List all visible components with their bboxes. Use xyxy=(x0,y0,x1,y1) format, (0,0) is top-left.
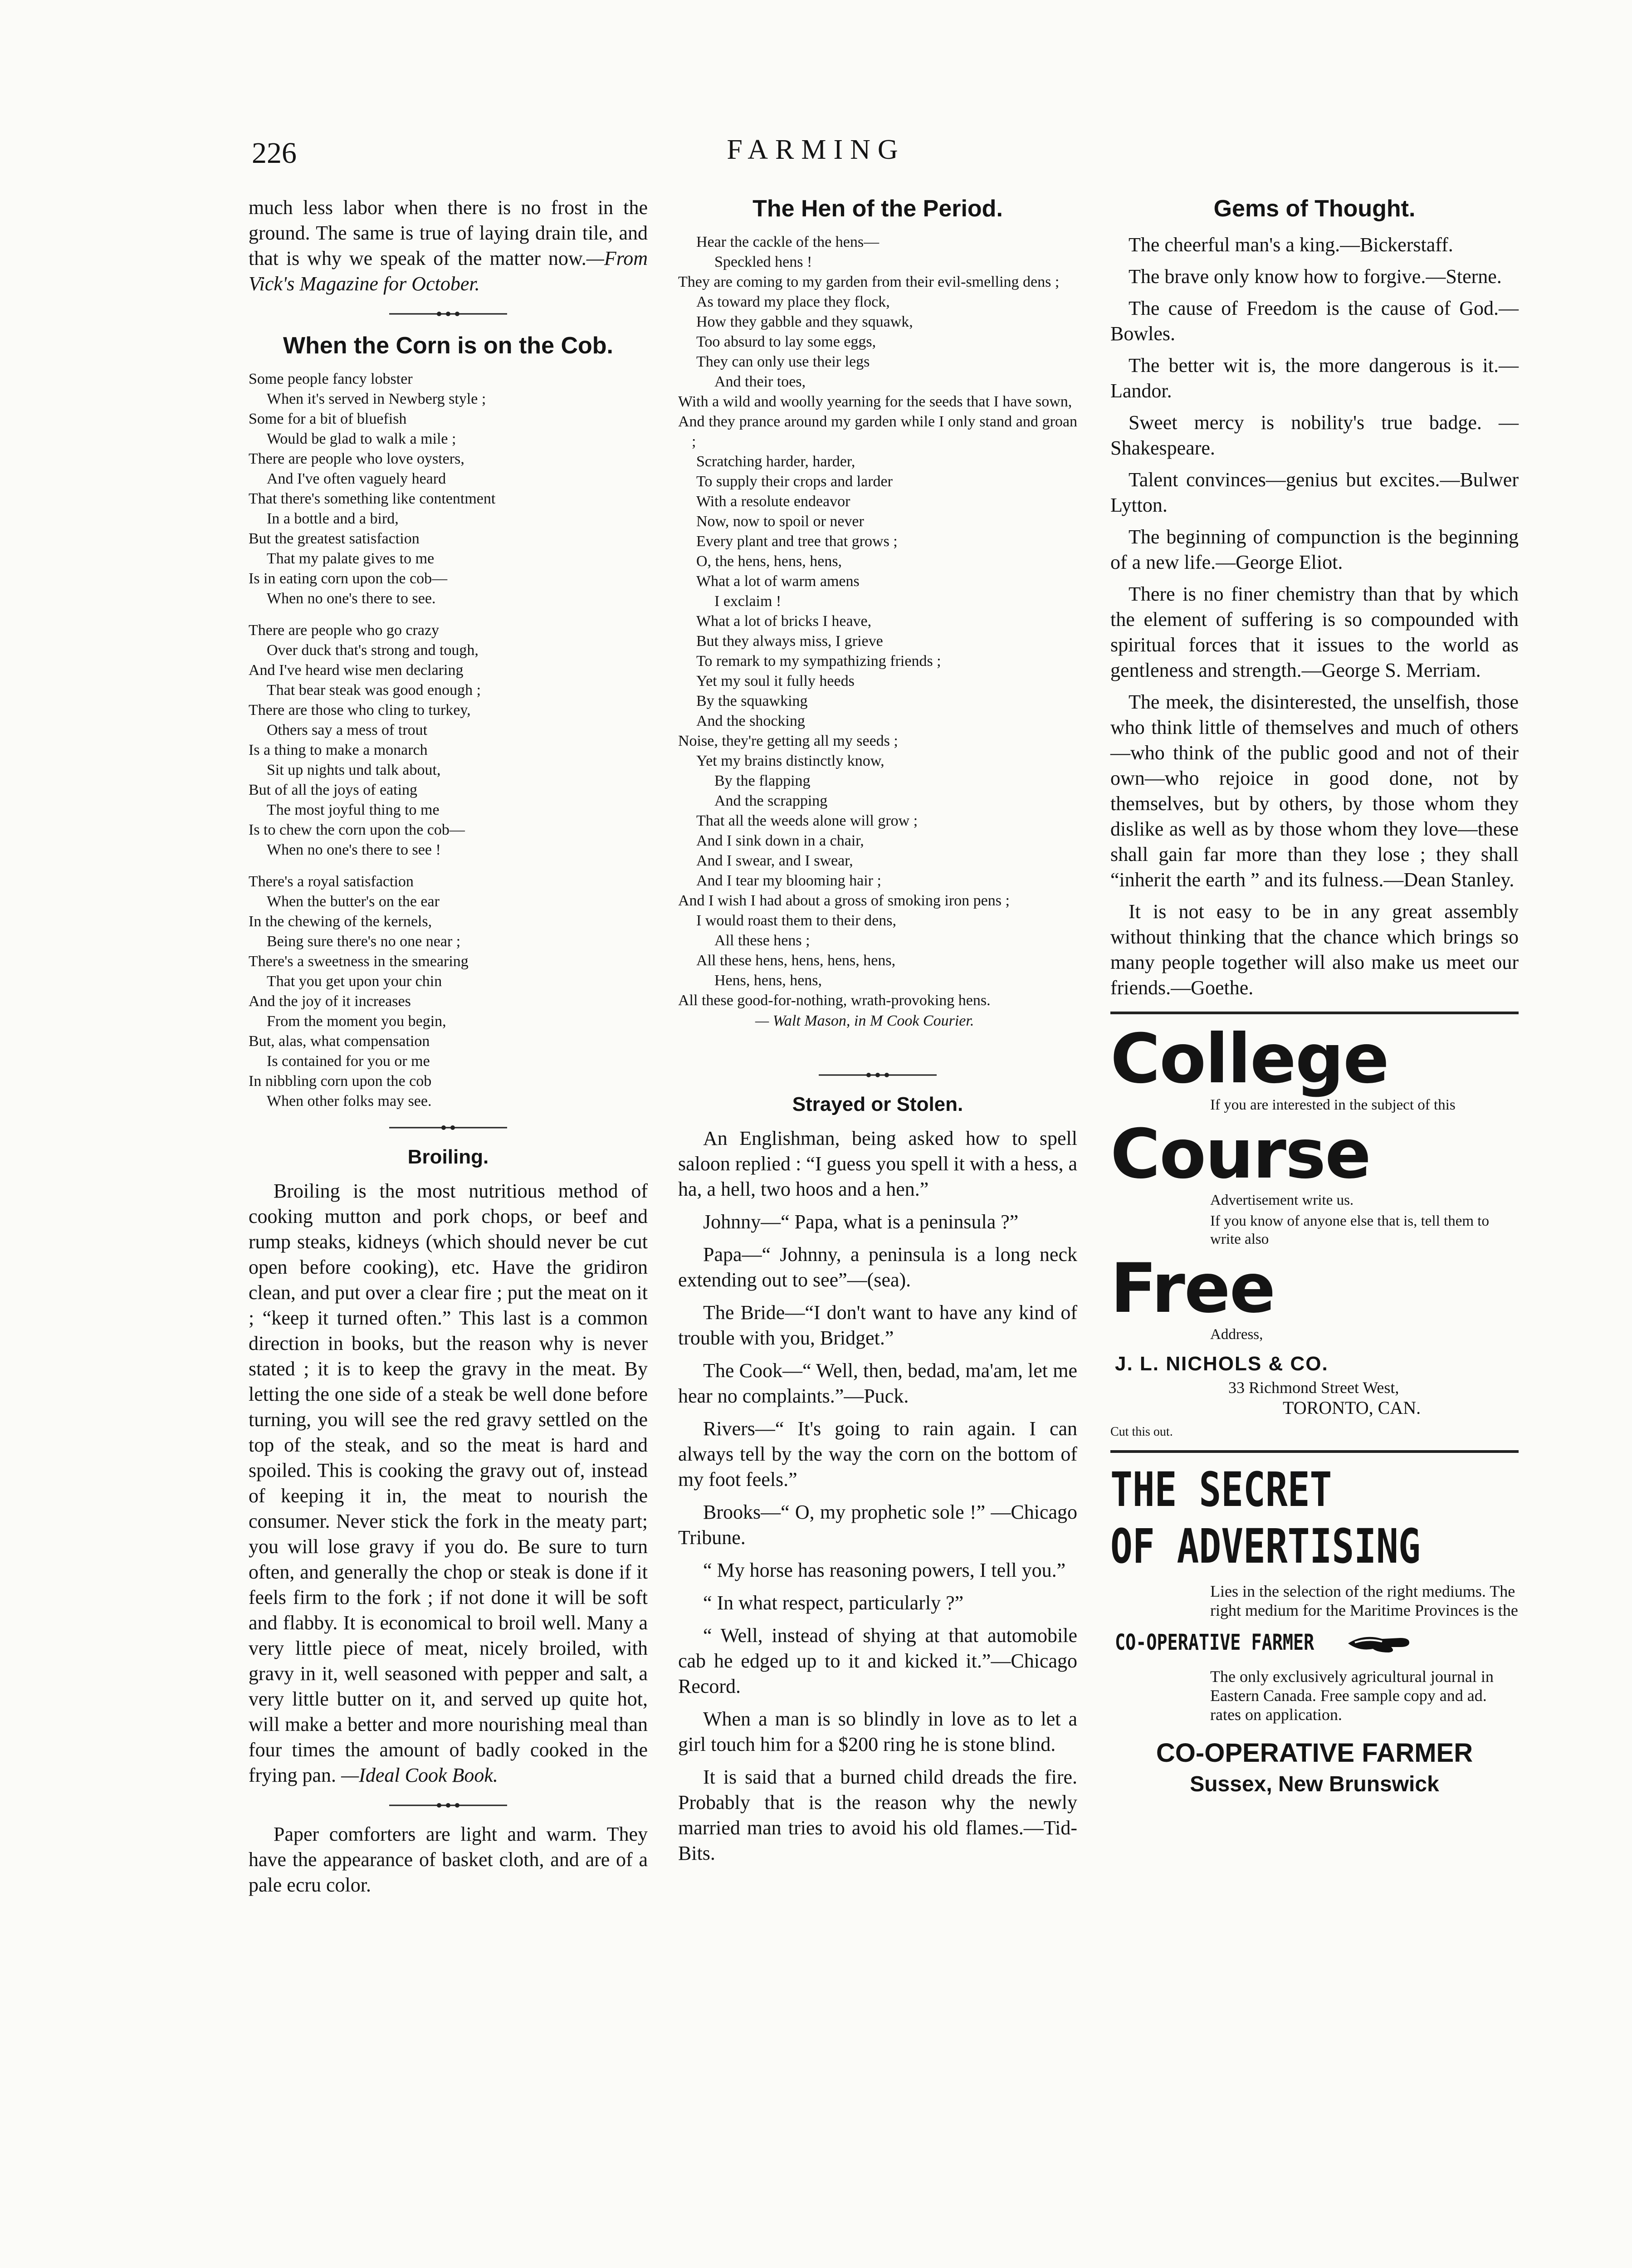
secret-advertising-ad xyxy=(1110,1464,1519,1797)
poem-line: Is contained for you or me xyxy=(267,1053,430,1070)
poem-line: O, the hens, hens, hens, xyxy=(696,553,842,570)
poem-line: There's a sweetness in the smearing xyxy=(249,953,469,970)
poem-line: And the joy of it increases xyxy=(249,993,411,1010)
hen-poem xyxy=(678,232,1077,1011)
broiling-text: Broiling is the most nutritious method of cooking mutton and pork chops, or beef and rump steaks, kidneys (which should never be cut open before cooking), etc. Have the gridiron clean, and put over a clear fire ; put the meat on it ; “keep it turned often.” This last is a common direction in books, but the reason why is never stated ; it is to keep the gravy in the meat. By letting the one side of a steak be well done before turning, you will see the red gravy settled on the top of the steak, and so the meat is hard and spoiled. This is cooking the gravy out of, instead of keeping it in, the meat to nourish the consumer. Never stick the fork in the meaty part; you will lose gravy if you do. Be sure to turn often, and generally the chop or steak is done if it feels firm to the fork ; if not done it will be soft and flabby. It is economical to broil well. Many a very little piece of meat, nicely broiled, with gravy in it, well seasoned with pepper and salt, a very little butter on it, and served up quite hot, will make a better and more nourishing meal than four times the amount of badly cooked in the frying pan. xyxy=(249,1180,648,1786)
intro-citation: —From Vick's Magazine for October. xyxy=(249,247,648,295)
section-divider xyxy=(389,1801,507,1810)
corn-title: When the Corn is on the Cob. xyxy=(283,332,613,359)
ad-secret-text-1: Lies in the selection of the right mediums. The right medium for the Maritime Provinces is the xyxy=(1210,1582,1518,1619)
ad-college-line3: If you know of anyone else that is, tell them to write also xyxy=(1210,1213,1489,1247)
page-number: 226 xyxy=(252,137,297,170)
ad-cut-notice: Cut this out. xyxy=(1110,1425,1173,1439)
poem-line: There's a royal satisfaction xyxy=(249,873,414,890)
corn-poem xyxy=(249,369,648,1111)
poem-line: With a wild and woolly yearning for the seeds that I have sown, xyxy=(678,393,1072,410)
gem-quote: Talent convinces—genius but excites.—Bulwer Lytton. xyxy=(1110,469,1519,516)
ad-rule xyxy=(1110,1012,1519,1014)
gem-quote: The cause of Freedom is the cause of God.—Bowles. xyxy=(1110,297,1519,345)
hen-attribution: — Walt Mason, in M Cook Courier. xyxy=(755,1012,974,1029)
anecdote-paragraph: Rivers—“ It's going to rain again. I can always tell by the way the corn on the bottom of my foot feels.” xyxy=(678,1418,1077,1491)
poem-line: All these hens ; xyxy=(714,932,810,949)
ad-city: TORONTO, CAN. xyxy=(1283,1398,1421,1418)
anecdote-paragraph: The Bride—“I don't want to have any kind of trouble with you, Bridget.” xyxy=(678,1301,1077,1349)
poem-line: When the butter's on the ear xyxy=(267,893,440,910)
ad-coop-footer-name: CO-OPERATIVE FARMER xyxy=(1156,1738,1473,1768)
poem-line: Yet my brains distinctly know, xyxy=(696,753,884,769)
poem-line: Is a thing to make a monarch xyxy=(249,742,428,758)
ad-coop-farmer-name: CO-OPERATIVE FARMER xyxy=(1115,1630,1314,1655)
poem-line: There are those who cling to turkey, xyxy=(249,702,471,719)
ad-college-word: College xyxy=(1110,1020,1388,1099)
poem-line: I would roast them to their dens, xyxy=(696,912,896,929)
poem-line: When no one's there to see ! xyxy=(267,841,441,858)
anecdote-paragraph: “ Well, instead of shying at that automobile cab he edged up to it and kicked it.”—Chicago Record. xyxy=(678,1624,1077,1697)
intro-text: much less labor when there is no frost in the ground. The same is true of laying drain tile, and that is why we speak of the matter now. xyxy=(249,196,648,269)
poem-line: There are people who love oysters, xyxy=(249,450,464,467)
poem-line: That all the weeds alone will grow ; xyxy=(696,812,918,829)
poem-line: They are coming to my garden from their evil-smelling dens ; xyxy=(678,274,1060,290)
poem-line: When no one's there to see. xyxy=(267,590,436,607)
poem-line: The most joyful thing to me xyxy=(267,802,440,818)
gem-quote: The meek, the disinterested, the unselfish, those who think little of themselves and much of others—who think of the public good and not of their own—who rejoice in good done, not by themselves, but by others, by those whom they dislike as well as by those whom they love—these shall gain far more than they lose ; they shall “inherit the earth ” and its fulness.—Dean Stanley. xyxy=(1110,691,1519,891)
poem-line: In nibbling corn upon the cob xyxy=(249,1073,432,1090)
poem-line: From the moment you begin, xyxy=(267,1013,446,1030)
strayed-section xyxy=(678,1126,1077,1866)
anecdote-paragraph: “ In what respect, particularly ?” xyxy=(703,1592,964,1614)
ad-free-word: Free xyxy=(1110,1249,1275,1328)
ad-coop-farmer-line xyxy=(1115,1629,1519,1656)
poem-line: And the shocking xyxy=(696,713,805,729)
poem-line: Some for a bit of bluefish xyxy=(249,411,407,427)
poem-line: Being sure there's no one near ; xyxy=(267,933,461,950)
anecdote-paragraph: Johnny—“ Papa, what is a peninsula ?” xyxy=(703,1211,1019,1233)
gems-list xyxy=(1110,232,1519,1001)
anecdote-paragraph: An Englishman, being asked how to spell saloon replied : “I guess you spell it with a hess, a ha, a hell, two hoos and a hen.” xyxy=(678,1127,1077,1200)
anecdote-paragraph: Papa—“ Johnny, a peninsula is a long neck extending out to see”—(sea). xyxy=(678,1243,1077,1291)
poem-line: To supply their crops and larder xyxy=(696,473,893,490)
pointing-hand-icon xyxy=(1346,1629,1414,1656)
poem-line: And I tear my blooming hair ; xyxy=(696,872,881,889)
poem-line: Yet my soul it fully heeds xyxy=(696,673,855,689)
poem-line: By the squawking xyxy=(696,693,808,709)
poem-line: Sit up nights und talk about, xyxy=(267,762,441,778)
poem-line: Would be glad to walk a mile ; xyxy=(267,430,456,447)
poem-line: And I sink down in a chair, xyxy=(696,832,864,849)
poem-line: Over duck that's strong and tough, xyxy=(267,642,479,659)
poem-line: What a lot of warm amens xyxy=(696,573,860,590)
gem-quote: Sweet mercy is nobility's true badge. —Shakespeare. xyxy=(1110,411,1519,459)
gem-quote: There is no finer chemistry than that by which the element of suffering is so compounded with spiritual forces that it issues to the world as gentleness and strength.—George S. Merriam. xyxy=(1110,583,1519,681)
poem-line: Is to chew the corn upon the cob— xyxy=(249,821,465,838)
ad-course-word: Course xyxy=(1110,1115,1370,1194)
poem-line: In a bottle and a bird, xyxy=(267,510,399,527)
anecdote-paragraph: The Cook—“ Well, then, bedad, ma'am, let me hear no complaints.”—Puck. xyxy=(678,1359,1077,1407)
poem-line: Now, now to spoil or never xyxy=(696,513,864,530)
ad-address-label: Address, xyxy=(1210,1326,1263,1343)
poem-line: All these hens, hens, hens, hens, xyxy=(696,952,896,969)
poem-line: As toward my place they flock, xyxy=(696,293,890,310)
poem-line: In the chewing of the kernels, xyxy=(249,913,432,930)
poem-line: They can only use their legs xyxy=(696,353,870,370)
poem-line: Scratching harder, harder, xyxy=(696,453,855,470)
poem-line: Some people fancy lobster xyxy=(249,371,413,387)
gem-quote: The brave only know how to forgive.—Sterne. xyxy=(1129,265,1502,288)
poem-line: And I've often vaguely heard xyxy=(267,470,446,487)
section-divider xyxy=(819,1070,937,1080)
poem-line: All these good-for-nothing, wrath-provoking hens. xyxy=(678,992,991,1009)
poem-line: But they always miss, I grieve xyxy=(696,633,883,650)
ad-company-name: J. L. NICHOLS & CO. xyxy=(1115,1353,1329,1375)
poem-line: With a resolute endeavor xyxy=(696,493,850,510)
poem-line: That my palate gives to me xyxy=(267,550,435,567)
poem-stanza xyxy=(249,872,648,1111)
poem-line: When it's served in Newberg style ; xyxy=(267,391,486,407)
hen-title: The Hen of the Period. xyxy=(752,196,1003,222)
column-right xyxy=(1110,195,1519,1797)
ad-street: 33 Richmond Street West, xyxy=(1228,1378,1399,1397)
poem-line: What a lot of bricks I heave, xyxy=(696,613,872,630)
ad-secret-headline-2: OF ADVERTISING xyxy=(1110,1519,1421,1574)
poem-line: And I swear, and I swear, xyxy=(696,852,853,869)
poem-line: That bear steak was good enough ; xyxy=(267,682,481,699)
poem-line: How they gabble and they squawk, xyxy=(696,313,913,330)
ad-coop-footer-place: Sussex, New Brunswick xyxy=(1190,1772,1439,1796)
poem-line: Noise, they're getting all my seeds ; xyxy=(678,733,898,749)
broiling-citation: —Ideal Cook Book. xyxy=(341,1764,498,1786)
gems-title: Gems of Thought. xyxy=(1213,196,1416,222)
poem-line: To remark to my sympathizing friends ; xyxy=(696,653,941,670)
poem-line: And they prance around my garden while I only stand and groan ; xyxy=(678,413,1077,450)
poem-line: Is in eating corn upon the cob— xyxy=(249,570,448,587)
strayed-title: Strayed or Stolen. xyxy=(792,1093,963,1115)
college-ad xyxy=(1110,1020,1519,1439)
section-divider xyxy=(389,309,507,318)
poem-line: And I've heard wise men declaring xyxy=(249,662,464,679)
column-middle xyxy=(678,195,1077,1873)
poem-line: Every plant and tree that grows ; xyxy=(696,533,898,550)
poem-line: That there's something like contentment xyxy=(249,490,496,507)
poem-line: And the scrapping xyxy=(714,792,828,809)
poem-line: And I wish I had about a gross of smoking iron pens ; xyxy=(678,892,1010,909)
anecdote-paragraph: “ My horse has reasoning powers, I tell you.” xyxy=(703,1559,1066,1581)
poem-line: Too absurd to lay some eggs, xyxy=(696,333,876,350)
section-divider xyxy=(389,1123,507,1132)
poem-line: I exclaim ! xyxy=(714,593,782,610)
poem-line: There are people who go crazy xyxy=(249,622,440,639)
ad-college-line1: If you are interested in the subject of this xyxy=(1210,1097,1456,1113)
poem-line: And their toes, xyxy=(714,373,806,390)
ad-secret-text-2: The only exclusively agricultural journal in Eastern Canada. Free sample copy and ad. rates on application. xyxy=(1210,1667,1494,1724)
gem-quote: The better wit is, the more dangerous is it.—Landor. xyxy=(1110,354,1519,402)
poem-line: When other folks may see. xyxy=(267,1093,432,1110)
poem-stanza xyxy=(249,369,648,609)
broiling-title: Broiling. xyxy=(407,1146,489,1168)
poem-line: But the greatest satisfaction xyxy=(249,530,420,547)
intro-paragraph xyxy=(249,195,648,297)
poem-line: Hear the cackle of the hens— xyxy=(696,234,880,250)
poem-line: But of all the joys of eating xyxy=(249,782,418,798)
ad-rule xyxy=(1110,1450,1519,1453)
paper-comforters-paragraph: Paper comforters are light and warm. They have the appearance of basket cloth, and are of a pale ecru color. xyxy=(249,1823,648,1896)
anecdote-paragraph: When a man is so blindly in love as to let a girl touch him for a $200 ring he is stone blind. xyxy=(678,1708,1077,1755)
poem-line: That you get upon your chin xyxy=(267,973,442,990)
poem-line: Others say a mess of trout xyxy=(267,722,428,738)
gem-quote: The beginning of compunction is the beginning of a new life.—George Eliot. xyxy=(1110,526,1519,573)
anecdote-paragraph: Brooks—“ O, my prophetic sole !” —Chicago Tribune. xyxy=(678,1501,1077,1549)
gem-quote: It is not easy to be in any great assembly without thinking that the chance which brings so many people together will also make us meet our friends.—Goethe. xyxy=(1110,900,1519,999)
ad-secret-headline-1: THE SECRET xyxy=(1110,1462,1332,1517)
poem-line: Hens, hens, hens, xyxy=(714,972,822,989)
anecdote-paragraph: It is said that a burned child dreads the fire. Probably that is the reason why the newly married man tries to avoid his old flames.—Tid-Bits. xyxy=(678,1766,1077,1864)
poem-line: Speckled hens ! xyxy=(714,254,812,270)
column-left xyxy=(249,195,648,1911)
running-head: FARMING xyxy=(727,134,905,165)
poem-line: By the flapping xyxy=(714,772,811,789)
poem-line: But, alas, what compensation xyxy=(249,1033,430,1050)
broiling-paragraph xyxy=(249,1178,648,1788)
gem-quote: The cheerful man's a king.—Bickerstaff. xyxy=(1129,234,1453,256)
poem-stanza xyxy=(249,621,648,860)
ad-college-line2: Advertisement write us. xyxy=(1210,1192,1354,1208)
